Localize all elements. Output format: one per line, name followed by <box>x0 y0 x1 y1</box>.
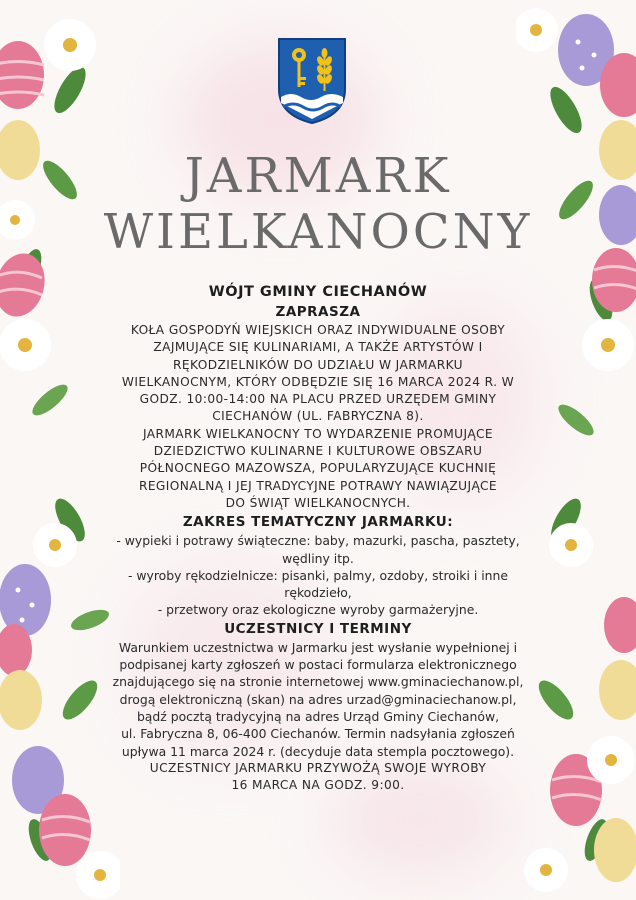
participants-line: ul. Fabryczna 8, 06-400 Ciechanów. Termin nadsyłania zgłoszeń <box>121 726 515 742</box>
floral-border-left <box>0 0 120 900</box>
participants-line: Warunkiem uczestnictwa w Jarmarku jest wysłanie wypełnionej i <box>118 639 518 655</box>
participants-heading: UCZESTNICY I TERMINY <box>224 620 412 637</box>
organizer: WÓJT GMINY CIECHANÓW <box>208 284 428 300</box>
participants-line: drogą elektroniczną (skan) na adres urzad@gminaciechanow.pl, <box>119 691 517 707</box>
description-line: DZIEDZICTWO KULINARNE I KULTUROWE OBSZARU <box>153 444 483 459</box>
intro-line: CIECHANÓW (UL. FABRYCZNA 8). <box>212 409 424 424</box>
scope-heading: ZAKRES TEMATYCZNY JARMARKU: <box>182 514 454 531</box>
intro-line: RĘKODZIELNIKÓW DO UDZIAŁU W JARMARKU <box>173 357 463 372</box>
coat-of-arms-icon <box>277 37 347 125</box>
floral-border-right <box>516 0 636 900</box>
intro-line: GODZ. 10:00-14:00 NA PLACU PRZED URZĘDEM GMINY <box>139 392 497 407</box>
title-line-2: WIELKANOCNY <box>103 204 533 260</box>
scope-item: - wypieki i potrawy świąteczne: baby, mazurki, pascha, pasztety, <box>116 533 520 549</box>
participants-line: znajdującego się na stronie internetowej www.gminaciechanow.pl, <box>112 674 524 690</box>
description-paragraph <box>110 426 526 512</box>
scope-item: - przetwory oraz ekologiczne wyroby garmażeryjne. <box>157 602 479 618</box>
description-line: PÓŁNOCNEGO MAZOWSZA, POPULARYZUJĄCE KUCHNIĘ <box>139 461 497 476</box>
closing-line: UCZESTNICY JARMARKU PRZYWOŻĄ SWOJE WYROBY <box>149 760 487 775</box>
participants-line: podpisanej karty zgłoszeń w postaci formularza elektronicznego <box>119 657 517 673</box>
description-line: DO ŚWIĄT WIELKANOCNYCH. <box>225 495 411 510</box>
announcement-body <box>110 282 526 794</box>
intro-paragraph <box>110 322 526 426</box>
description-line: JARMARK WIELKANOCNY TO WYDARZENIE PROMUJĄCE <box>143 426 493 441</box>
scope-item: wędliny itp. <box>282 550 354 566</box>
description-line: REGIONALNĄ I JEJ TRADYCYJNE POTRAWY NAWIĄZUJĄCE <box>138 478 498 493</box>
participants-paragraph <box>110 639 526 760</box>
closing-line: 16 MARCA NA GODZ. 9:00. <box>231 778 405 793</box>
scope-item: rękodzieło, <box>284 585 352 601</box>
intro-line: ZAJMUJĄCE SIĘ KULINARIAMI, A TAKŻE ARTYSTÓW I <box>153 340 483 355</box>
participants-line: upływa 11 marca 2024 r. (decyduje data stempla pocztowego). <box>121 743 515 759</box>
closing-note <box>110 760 526 795</box>
intro-line: WIELKANOCNYM, KTÓRY ODBĘDZIE SIĘ 16 MARCA 2024 R. W <box>121 374 515 389</box>
scope-item: - wyroby rękodzielnicze: pisanki, palmy, ozdoby, stroiki i inne <box>127 567 509 583</box>
participants-line: bądź pocztą tradycyjną na adres Urząd Gminy Ciechanów, <box>136 708 500 724</box>
intro-line: KOŁA GOSPODYŃ WIEJSKICH ORAZ INDYWIDUALNE OSOBY <box>130 323 506 337</box>
invites-heading: ZAPRASZA <box>275 304 361 320</box>
title-line-1: JARMARK <box>184 148 452 204</box>
scope-list <box>110 532 526 618</box>
